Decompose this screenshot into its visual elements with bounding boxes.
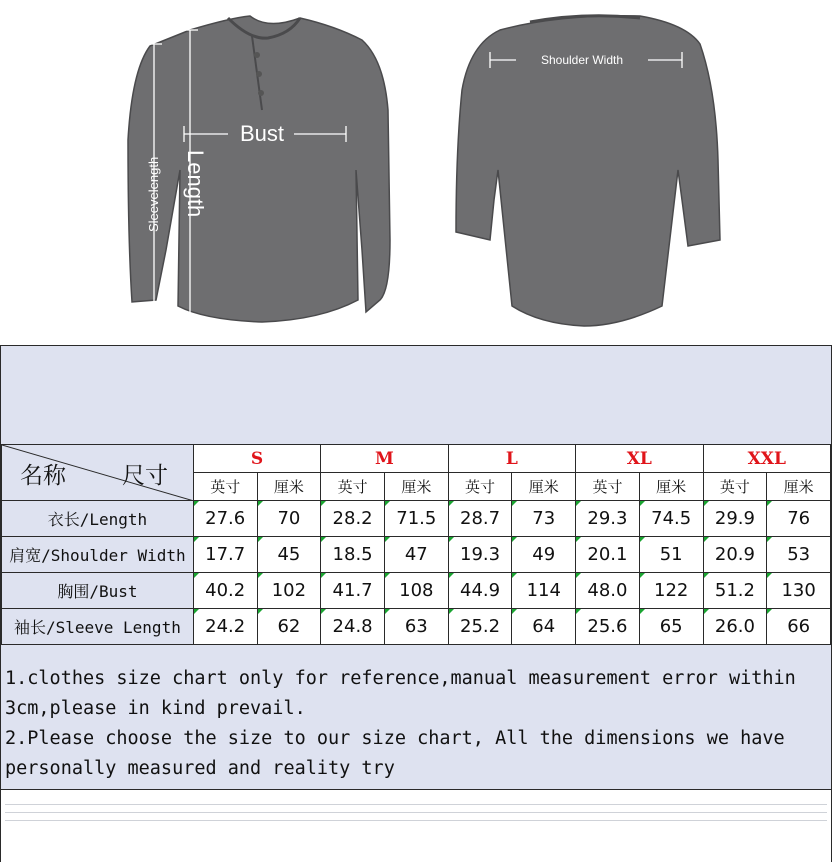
value-cell: 25.2 (448, 609, 512, 645)
unit-inch-header: 英寸 (321, 473, 385, 501)
value-cell: 74.5 (639, 501, 703, 537)
row-label-shoulder-width: 肩宽/Shoulder Width (2, 537, 194, 573)
value-cell: 28.7 (448, 501, 512, 537)
unit-cm-header: 厘米 (639, 473, 703, 501)
value-cell: 51 (639, 537, 703, 573)
value-cell: 71.5 (384, 501, 448, 537)
value-cell: 70 (257, 501, 321, 537)
table-row-sleeve-length (2, 609, 831, 645)
value-cell: 24.2 (193, 609, 257, 645)
unit-cm-header: 厘米 (767, 473, 831, 501)
size-header-xl: XL (576, 445, 703, 473)
value-cell: 44.9 (448, 573, 512, 609)
unit-inch-header: 英寸 (193, 473, 257, 501)
product-image (0, 0, 834, 345)
value-cell: 28.2 (321, 501, 385, 537)
corner-size-label: 尺寸 (122, 463, 168, 489)
note-measurement-error: 1.clothes size chart only for reference,manual measurement error within 3cm,please in kind prevail. (5, 668, 796, 719)
bust-label: Bust (239, 121, 285, 146)
value-cell: 65 (639, 609, 703, 645)
size-chart-banner (1, 346, 831, 444)
size-header-l: L (448, 445, 575, 473)
value-cell: 114 (512, 573, 576, 609)
value-cell: 49 (512, 537, 576, 573)
row-label-length: 衣长/Length (2, 501, 194, 537)
value-cell: 17.7 (193, 537, 257, 573)
size-chart-panel (0, 345, 832, 862)
value-cell: 73 (512, 501, 576, 537)
value-cell: 20.1 (576, 537, 640, 573)
value-cell: 24.8 (321, 609, 385, 645)
shoulder-width-label: Shoulder Width (540, 53, 624, 67)
size-chart-table (1, 444, 831, 645)
value-cell: 20.9 (703, 537, 767, 573)
size-header-m: M (321, 445, 448, 473)
divider (5, 820, 827, 821)
value-cell: 25.6 (576, 609, 640, 645)
value-cell: 45 (257, 537, 321, 573)
note-choose-size: 2.Please choose the size to our size chart, All the dimensions we have personally measured and reality try (5, 728, 785, 779)
table-row-length (2, 501, 831, 537)
value-cell: 108 (384, 573, 448, 609)
value-cell: 29.3 (576, 501, 640, 537)
value-cell: 27.6 (193, 501, 257, 537)
sleeve-length-label: Sleevelength (146, 156, 161, 232)
front-shirt-view (128, 16, 390, 322)
value-cell: 40.2 (193, 573, 257, 609)
value-cell: 48.0 (576, 573, 640, 609)
table-row-bust (2, 573, 831, 609)
length-label: Length (183, 150, 208, 218)
divider (5, 812, 827, 813)
value-cell: 47 (384, 537, 448, 573)
size-header-s: S (193, 445, 320, 473)
value-cell: 29.9 (703, 501, 767, 537)
value-cell: 122 (639, 573, 703, 609)
value-cell: 18.5 (321, 537, 385, 573)
row-label-sleeve-length: 袖长/Sleeve Length (2, 609, 194, 645)
footer-strip (1, 789, 831, 862)
unit-inch-header: 英寸 (576, 473, 640, 501)
unit-inch-header: 英寸 (448, 473, 512, 501)
value-cell: 102 (257, 573, 321, 609)
value-cell: 41.7 (321, 573, 385, 609)
unit-cm-header: 厘米 (384, 473, 448, 501)
value-cell: 76 (767, 501, 831, 537)
divider (5, 804, 827, 805)
value-cell: 53 (767, 537, 831, 573)
unit-cm-header: 厘米 (512, 473, 576, 501)
shirt-illustration (0, 0, 834, 345)
table-corner-cell (2, 445, 194, 501)
value-cell: 64 (512, 609, 576, 645)
value-cell: 62 (257, 609, 321, 645)
value-cell: 19.3 (448, 537, 512, 573)
table-row-shoulder-width (2, 537, 831, 573)
size-notes (5, 664, 825, 784)
value-cell: 63 (384, 609, 448, 645)
value-cell: 130 (767, 573, 831, 609)
value-cell: 51.2 (703, 573, 767, 609)
row-label-bust: 胸围/Bust (2, 573, 194, 609)
unit-inch-header: 英寸 (703, 473, 767, 501)
unit-cm-header: 厘米 (257, 473, 321, 501)
corner-name-label: 名称 (20, 463, 66, 489)
value-cell: 66 (767, 609, 831, 645)
value-cell: 26.0 (703, 609, 767, 645)
size-header-xxl: XXL (703, 445, 830, 473)
